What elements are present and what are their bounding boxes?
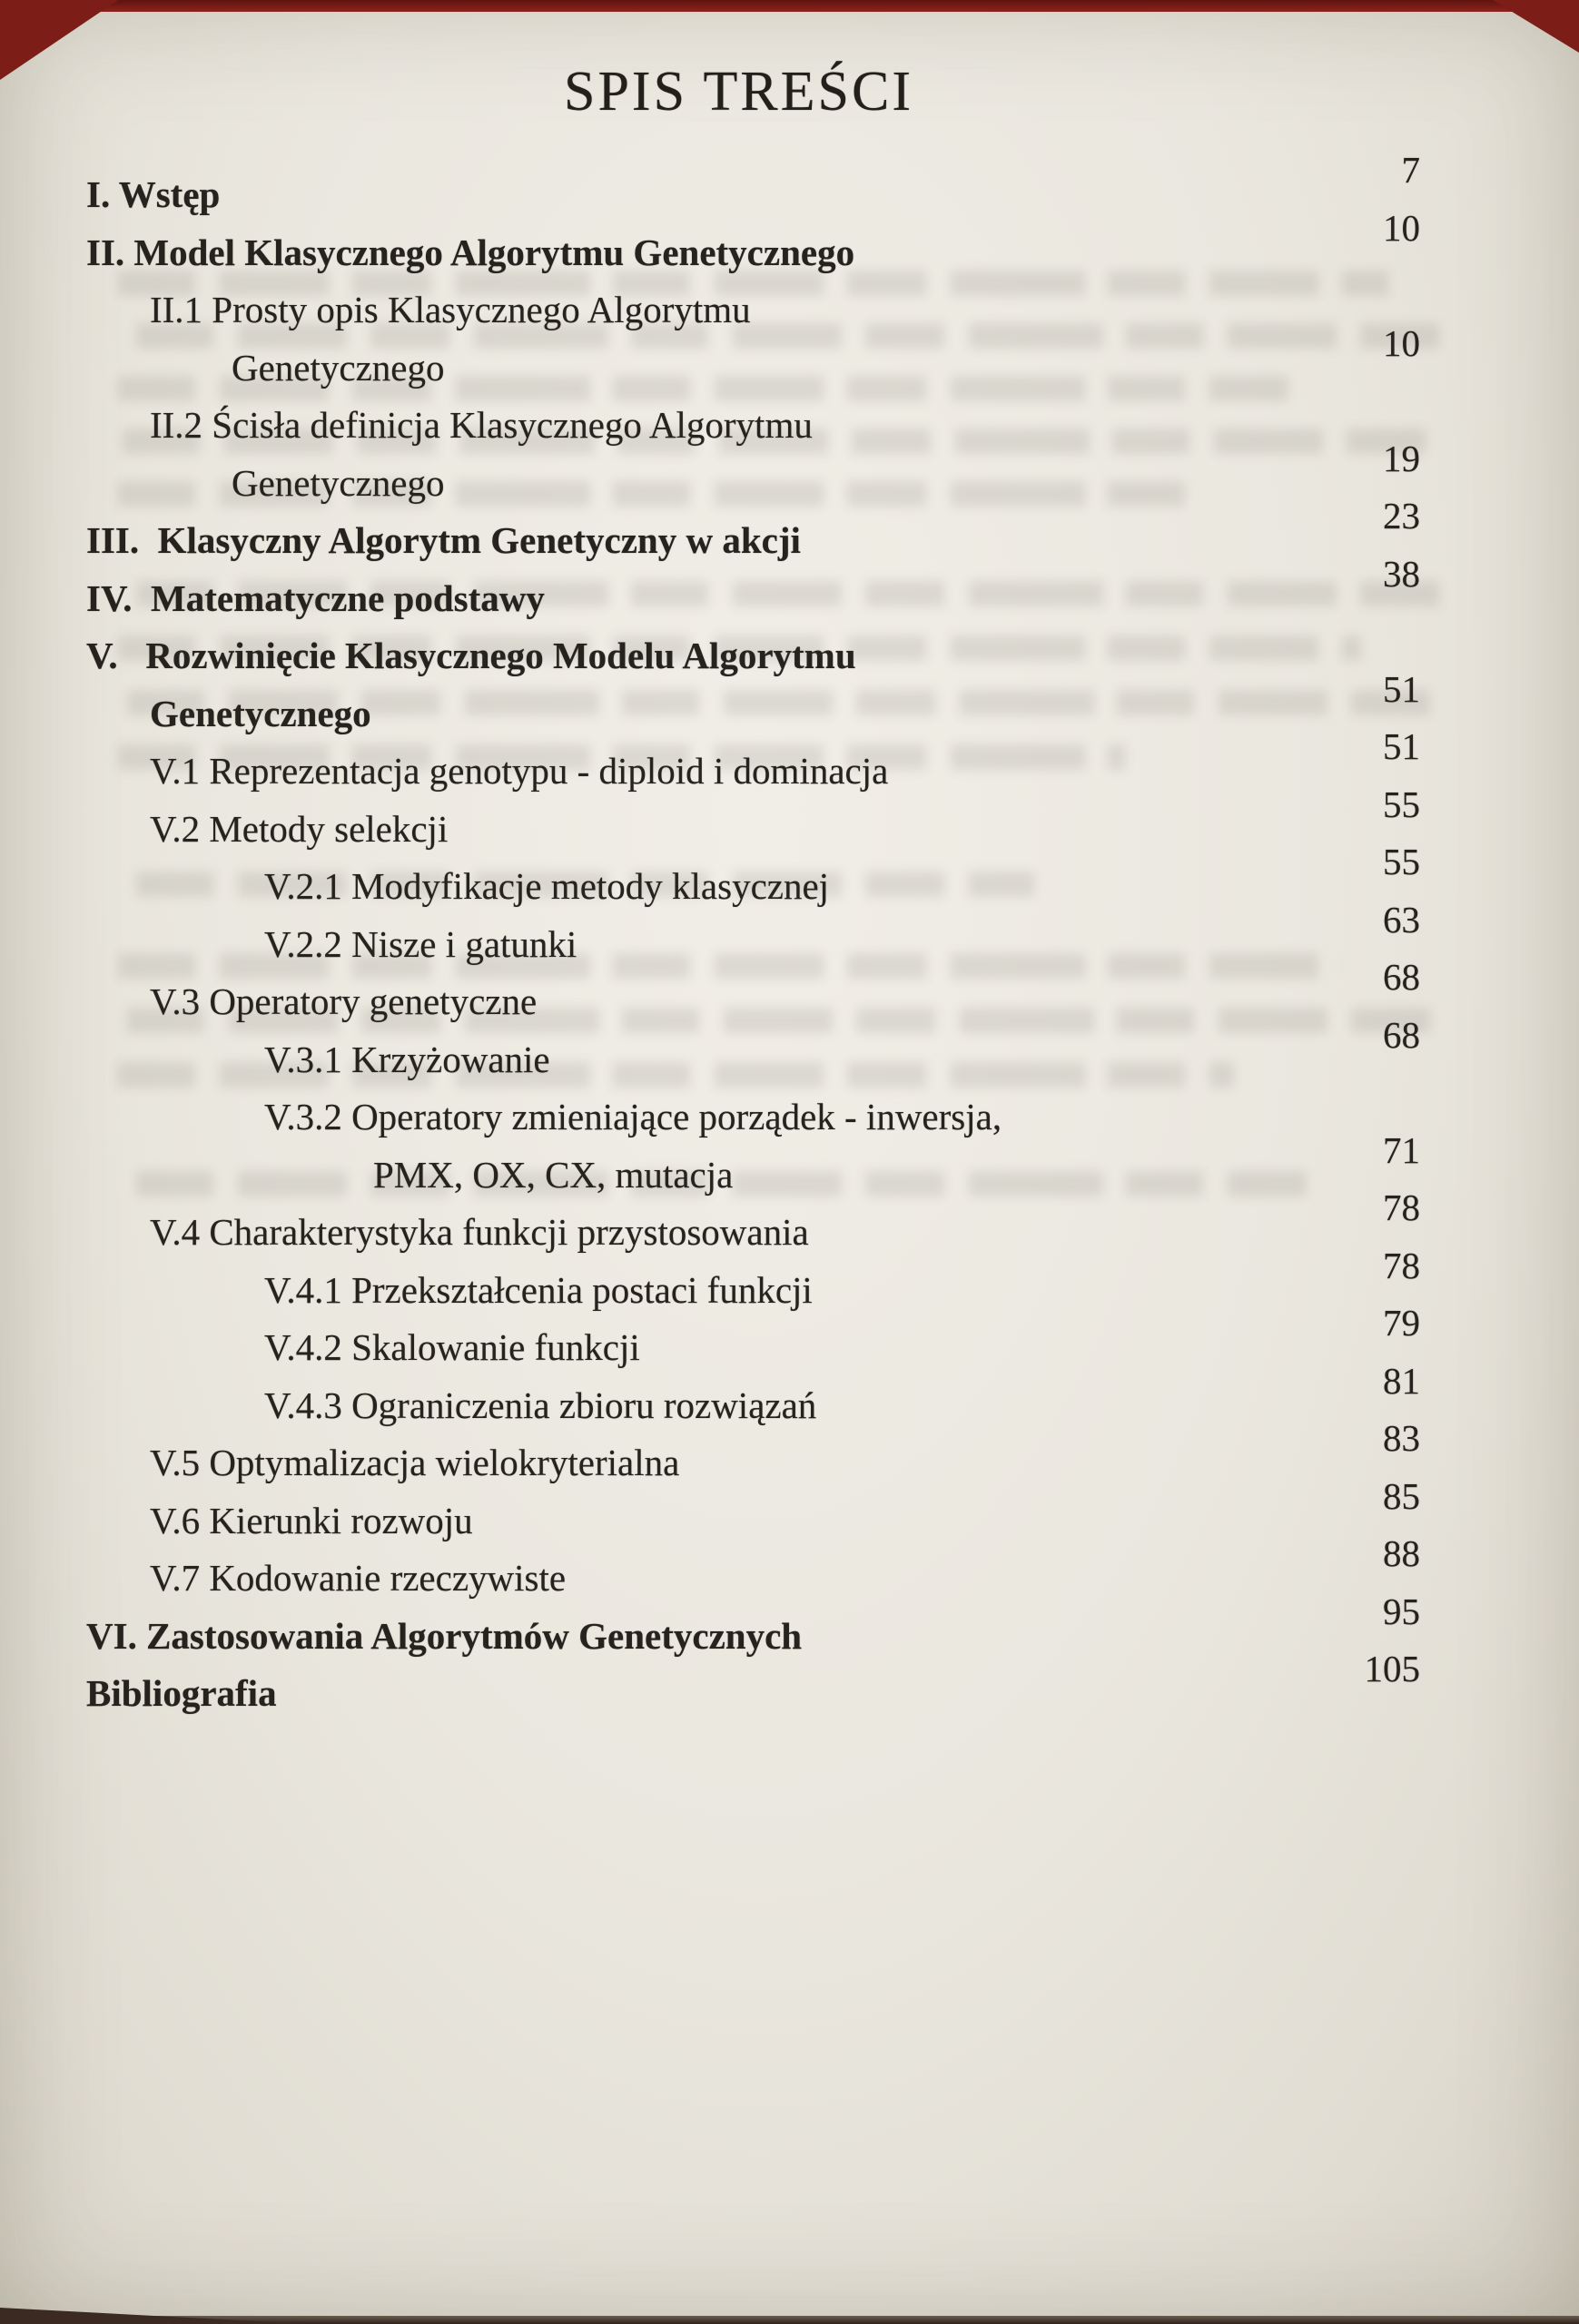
toc-entry-text: IV. Matematyczne podstawy bbox=[86, 576, 545, 619]
toc-line bbox=[86, 1244, 1420, 1320]
toc-line bbox=[86, 1128, 1420, 1205]
toc-entry-text: V.2.2 Nisze i gatunki bbox=[264, 922, 577, 965]
toc-entry-text: VI. Zastosowania Algorytmów Genetycznych bbox=[86, 1614, 803, 1657]
toc-page-number: 83 bbox=[1383, 1417, 1420, 1459]
toc-line bbox=[86, 1359, 1420, 1435]
toc-line bbox=[86, 667, 1420, 743]
toc-page-number: 68 bbox=[1383, 1013, 1420, 1056]
toc-line bbox=[86, 841, 1420, 916]
toc-entry-text: V.2.1 Modyfikacje metody klasycznej bbox=[264, 865, 830, 907]
toc-page-number: 51 bbox=[1383, 667, 1420, 710]
toc-page-number: 71 bbox=[1383, 1128, 1420, 1171]
toc-line bbox=[86, 552, 1420, 628]
toc-entry-text: V.7 Kodowanie rzeczywiste bbox=[150, 1557, 567, 1599]
toc-page-number: 23 bbox=[1383, 495, 1420, 537]
toc-line bbox=[86, 1302, 1420, 1377]
toc-page-number: 55 bbox=[1383, 783, 1420, 825]
toc-entry-text: Genetycznego bbox=[150, 692, 371, 734]
toc-line bbox=[86, 1013, 1420, 1089]
toc-page-number: 105 bbox=[1364, 1648, 1420, 1689]
toc-entry-text: V.3.2 Operatory zmieniające porządek - inwersja, bbox=[264, 1096, 1002, 1137]
toc-entry-text: Genetycznego bbox=[232, 346, 445, 389]
page-title: SPIS TREŚCI bbox=[563, 61, 914, 123]
toc-page-number: 7 bbox=[1401, 149, 1420, 191]
toc-line bbox=[86, 1474, 1420, 1551]
toc-page-number: 68 bbox=[1383, 956, 1420, 998]
toc-entry-text: V.4.2 Skalowanie funkcji bbox=[264, 1326, 640, 1368]
toc-line bbox=[86, 281, 1420, 340]
toc-page-number: 19 bbox=[1383, 437, 1420, 479]
toc-line bbox=[86, 1532, 1420, 1608]
toc-page-number: 88 bbox=[1383, 1532, 1420, 1574]
toc-entry-text: V.4.1 Przekształcenia postaci funkcji bbox=[264, 1268, 813, 1311]
toc-page-number: 63 bbox=[1383, 898, 1420, 940]
toc-page-number: 38 bbox=[1383, 552, 1420, 595]
toc-line bbox=[86, 1648, 1420, 1723]
toc-content bbox=[86, 60, 1420, 1723]
toc-entry-text: PMX, OX, CX, mutacja bbox=[373, 1153, 734, 1196]
toc-entry-text: V.4 Charakterystyka funkcji przystosowania bbox=[150, 1211, 809, 1253]
toc-entry-text: III. Klasyczny Algorytm Genetyczny w akcji bbox=[86, 519, 801, 561]
toc-page-number: 51 bbox=[1383, 725, 1420, 767]
toc-entry-text: V.3.1 Krzyżowanie bbox=[264, 1038, 550, 1080]
toc-line bbox=[86, 956, 1420, 1031]
toc-page-number: 10 bbox=[1383, 206, 1420, 249]
toc-line bbox=[86, 725, 1420, 801]
toc-line bbox=[86, 397, 1420, 455]
toc-entry-text: V.6 Kierunki rozwoju bbox=[150, 1499, 473, 1541]
toc-entry-text: V.3 Operatory genetyczne bbox=[150, 980, 538, 1022]
toc-entry-text: V.1 Reprezentacja genotypu - diploid i dominacja bbox=[150, 750, 889, 792]
toc-page-number: 79 bbox=[1383, 1302, 1420, 1344]
toc-line bbox=[86, 437, 1420, 513]
toc-line bbox=[86, 1417, 1420, 1492]
toc-entry-text: V. Rozwinięcie Klasycznego Modelu Algorytmu bbox=[86, 635, 856, 676]
toc-entry-text: II.1 Prosty opis Klasycznego Algorytmu bbox=[150, 289, 751, 330]
toc-line bbox=[86, 149, 1420, 224]
toc-line bbox=[86, 627, 1420, 685]
toc-line bbox=[86, 1590, 1420, 1666]
toc-page-number: 10 bbox=[1383, 321, 1420, 364]
toc-page-number: 95 bbox=[1383, 1590, 1420, 1632]
toc-entry-text: V.5 Optymalizacja wielokryterialna bbox=[150, 1442, 680, 1483]
toc-line bbox=[86, 206, 1420, 282]
toc-line bbox=[86, 321, 1420, 398]
toc-entry-text: II. Model Klasycznego Algorytmu Genetycznego bbox=[86, 231, 855, 273]
toc-entry-text: II.2 Ścisła definicja Klasycznego Algorytmu bbox=[150, 404, 813, 446]
toc-page-number: 85 bbox=[1383, 1474, 1420, 1517]
toc-entry-text: I. Wstęp bbox=[86, 173, 221, 215]
toc-page-number: 78 bbox=[1383, 1187, 1420, 1228]
toc-list bbox=[86, 149, 1420, 1723]
toc-entry-text: V.2 Metody selekcji bbox=[150, 807, 449, 850]
toc-entry-text: V.4.3 Ograniczenia zbioru rozwiązań bbox=[264, 1384, 817, 1426]
toc-line bbox=[86, 1187, 1420, 1262]
toc-page-number: 78 bbox=[1383, 1244, 1420, 1286]
toc-page-number: 81 bbox=[1383, 1359, 1420, 1402]
toc-line bbox=[86, 495, 1420, 570]
toc-entry-text: Genetycznego bbox=[232, 461, 445, 504]
book-cover-edge-top bbox=[0, 0, 1579, 12]
toc-entry-text: Bibliografia bbox=[86, 1672, 277, 1714]
toc-page-number: 55 bbox=[1383, 841, 1420, 882]
toc-line bbox=[86, 898, 1420, 974]
toc-line bbox=[86, 1088, 1420, 1147]
toc-line bbox=[86, 783, 1420, 859]
